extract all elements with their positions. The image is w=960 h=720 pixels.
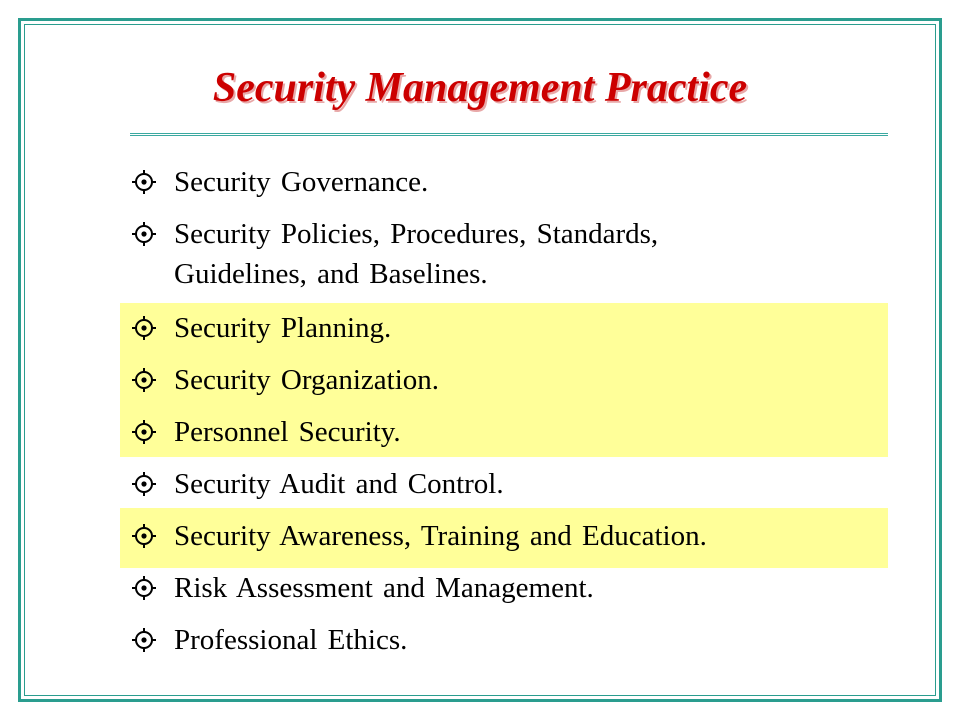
circled-dot-icon xyxy=(130,366,158,394)
circled-dot-icon xyxy=(130,470,158,498)
circled-dot-icon xyxy=(130,626,158,654)
bullet-text: Risk Assessment and Management. xyxy=(174,572,594,604)
circled-dot-icon xyxy=(130,522,158,550)
bullet-text-continuation: Guidelines, and Baselines. xyxy=(174,258,488,290)
circled-dot-icon xyxy=(130,314,158,342)
bullet-text: Security Policies, Procedures, Standards, xyxy=(174,218,659,250)
bullet-text: Security Organization. xyxy=(174,364,440,396)
bullet-text: Security Governance. xyxy=(174,166,429,198)
circled-dot-icon xyxy=(130,220,158,248)
bullet-text: Security Awareness, Training and Education. xyxy=(174,520,707,552)
bullet-text: Security Planning. xyxy=(174,312,392,344)
circled-dot-icon xyxy=(130,574,158,602)
slide-title: Security Management Practice xyxy=(212,65,748,111)
bullet-text: Personnel Security. xyxy=(174,416,401,448)
circled-dot-icon xyxy=(130,418,158,446)
title-divider xyxy=(130,133,888,136)
circled-dot-icon xyxy=(130,168,158,196)
bullet-text: Security Audit and Control. xyxy=(174,468,504,500)
bullet-text: Professional Ethics. xyxy=(174,624,408,656)
